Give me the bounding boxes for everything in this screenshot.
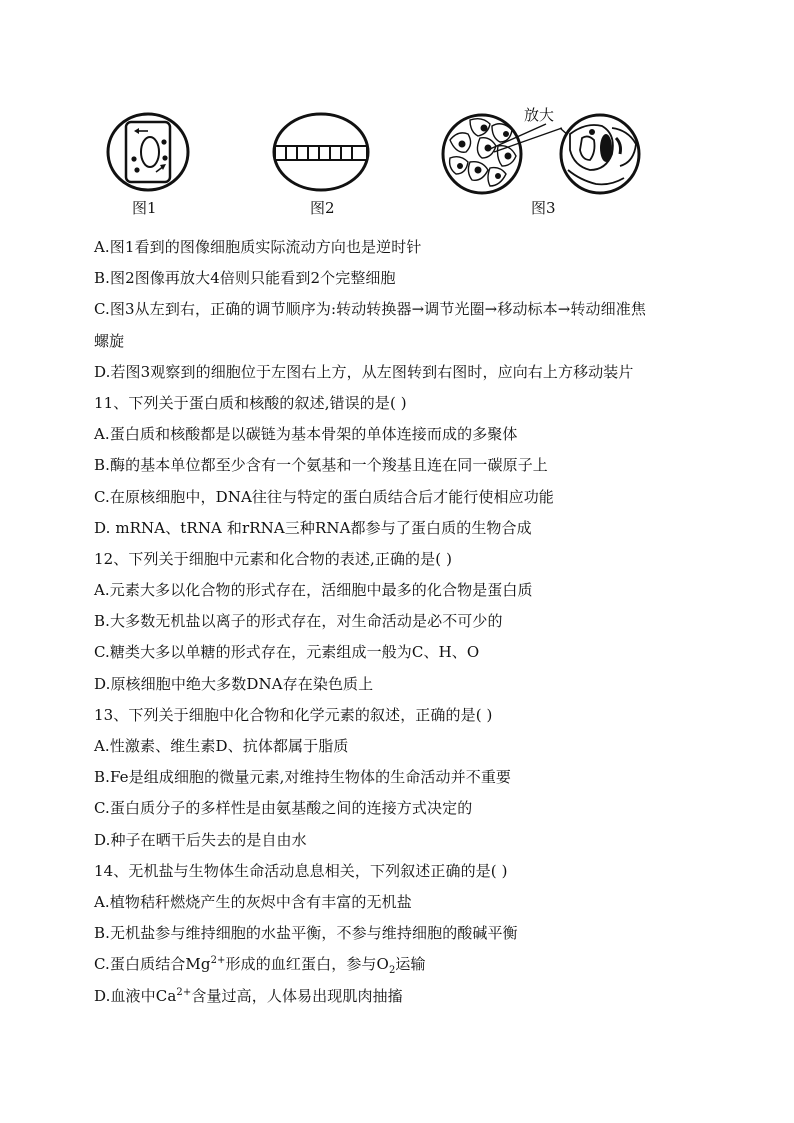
option-12c: C.糖类大多以单糖的形式存在，元素组成一般为C、H、O [94,643,480,662]
option-13c: C.蛋白质分子的多样性是由氨基酸之间的连接方式决定的 [94,799,473,818]
figures-row [0,104,794,224]
option-14c-text-end: 运输 [395,955,426,974]
question-11: 11、下列关于蛋白质和核酸的叙述,错误的是( ) [94,393,407,412]
option-14d-text-start: D.血液中Ca [94,986,177,1005]
option-12a: A.元素大多以化合物的形式存在，活细胞中最多的化合物是蛋白质 [94,581,533,600]
option-14a: A.植物秸秆燃烧产生的灰烬中含有丰富的无机盐 [94,892,412,911]
figure-1-image [106,112,190,192]
option-11a: A.蛋白质和核酸都是以碳链为基本骨架的单体连接而成的多聚体 [94,425,518,444]
figure-3-label: 图3 [531,199,556,217]
option-10d: D.若图3观察到的细胞位于左图右上方，从左图转到右图时，应向右上方移动装片 [94,362,634,381]
option-12d: D.原核细胞中绝大多数DNA存在染色质上 [94,674,374,693]
option-11c: C.在原核细胞中，DNA往往与特定的蛋白质结合后才能行使相应功能 [94,487,554,506]
question-14: 14、无机盐与生物体生命活动息息相关，下列叙述正确的是( ) [94,861,508,880]
option-10c: C.图3从左到右，正确的调节顺序为:转动转换器→调节光圈→移动标本→转动细准焦 [94,300,646,319]
option-10c-continued: 螺旋 [94,331,125,350]
option-13b: B.Fe是组成细胞的微量元素,对维持生物体的生命活动并不重要 [94,768,512,787]
question-12: 12、下列关于细胞中元素和化合物的表述,正确的是( ) [94,549,453,568]
option-10b: B.图2图像再放大4倍则只能看到2个完整细胞 [94,269,396,288]
option-14c-text-start: C.蛋白质结合Mg [94,955,211,974]
question-text [94,232,714,1012]
option-14c [94,949,714,980]
option-14d [94,981,714,1012]
option-14d-text-end: 含量过高，人体易出现肌肉抽搐 [191,986,403,1005]
option-14c-charge: 2+ [210,955,226,967]
question-13: 13、下列关于细胞中化合物和化学元素的叙述，正确的是( ) [94,705,493,724]
figure-3-annotation: 放大 [524,106,555,124]
figure-2-label: 图2 [310,199,335,217]
option-10a: A.图1看到的图像细胞质实际流动方向也是逆时针 [94,238,422,256]
figure-2-image [272,112,370,192]
option-13a: A.性激素、维生素D、抗体都属于脂质 [94,737,349,755]
option-14c-text-middle: 形成的血红蛋白，参与O [225,955,389,974]
option-14d-charge: 2+ [176,986,192,998]
option-11b: B.酶的基本单位都至少含有一个氨基和一个羧基且连在同一碳原子上 [94,456,548,475]
option-14b: B.无机盐参与维持细胞的水盐平衡，不参与维持细胞的酸碱平衡 [94,924,518,943]
option-13d: D.种子在晒干后失去的是自由水 [94,830,307,849]
option-11d: D. mRNA、tRNA 和rRNA三种RNA都参与了蛋白质的生物合成 [94,518,532,537]
option-12b: B.大多数无机盐以离子的形式存在，对生命活动是必不可少的 [94,612,503,631]
option-14c-subscript: 2 [388,965,396,977]
figure-1-label: 图1 [132,199,157,217]
